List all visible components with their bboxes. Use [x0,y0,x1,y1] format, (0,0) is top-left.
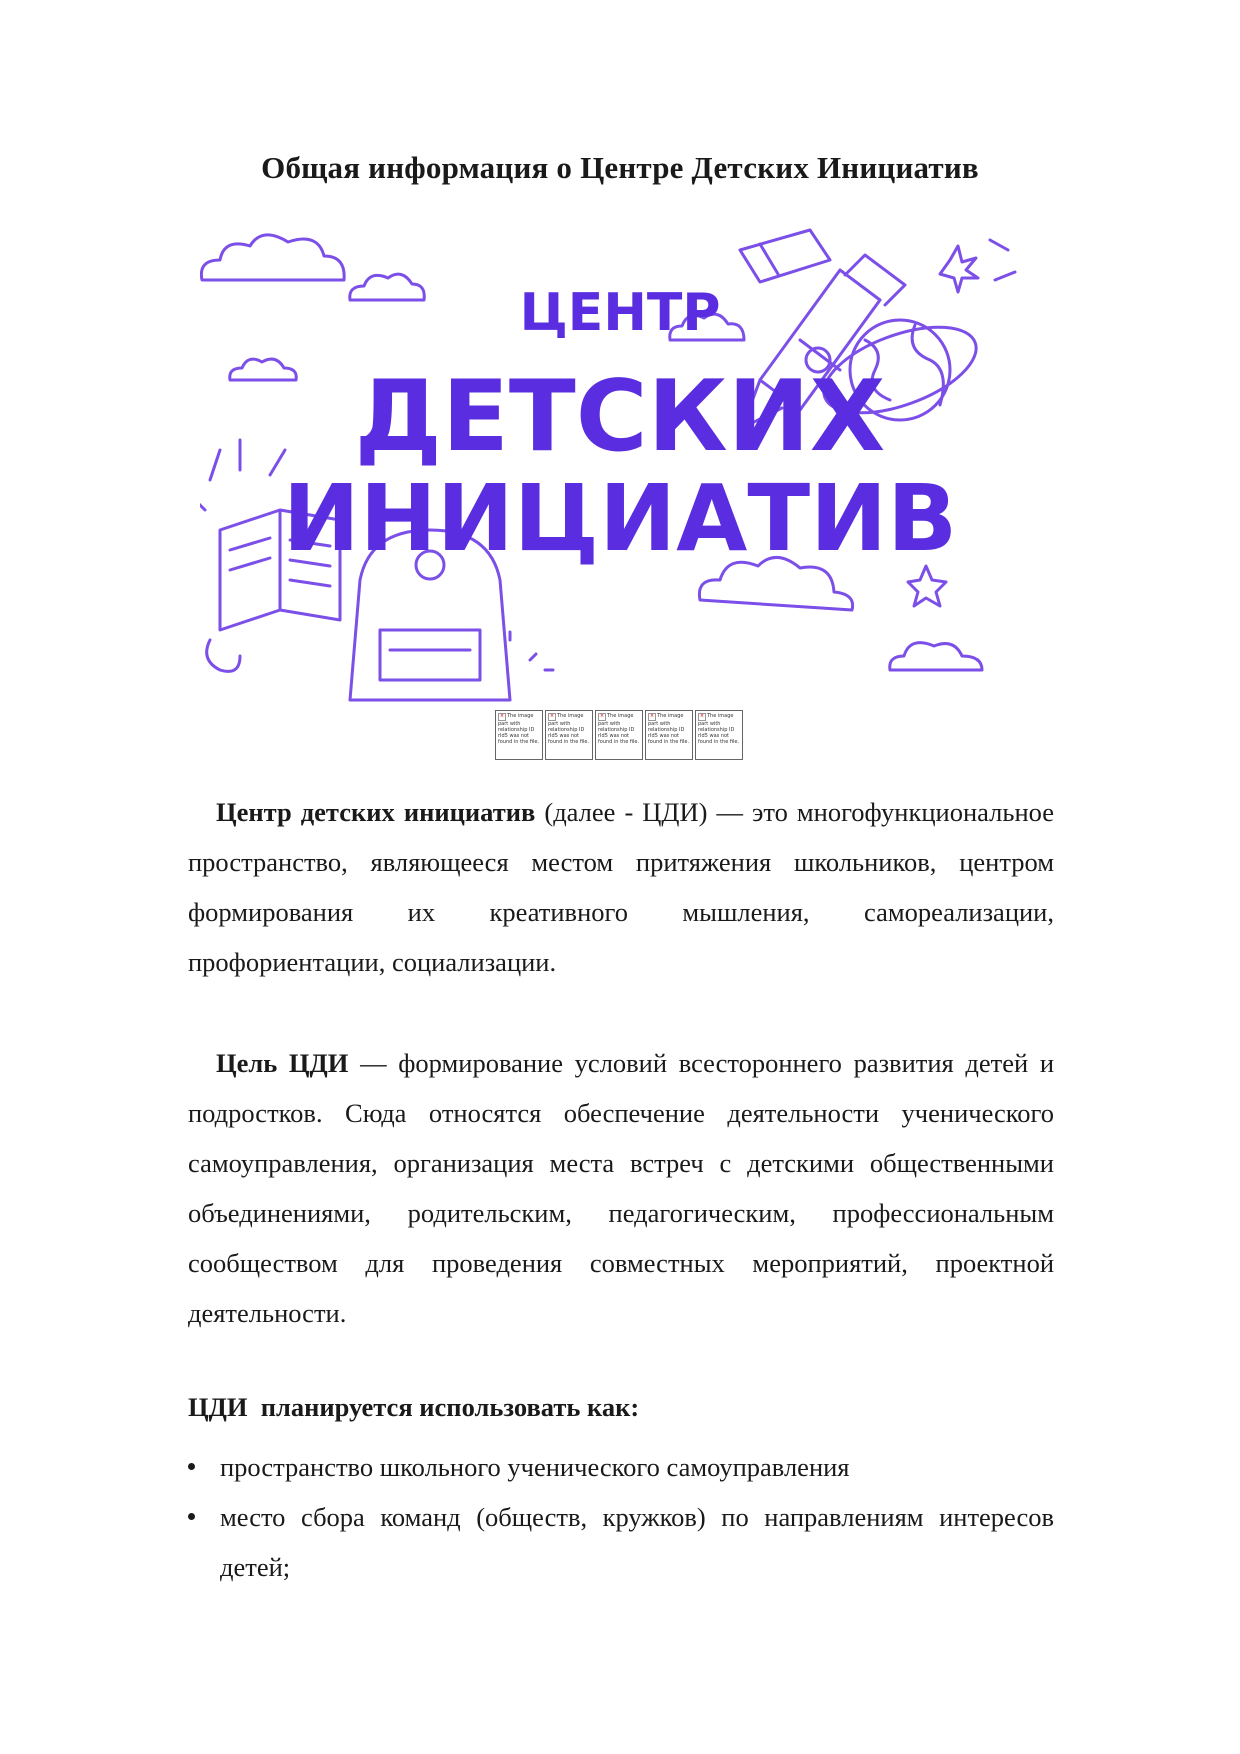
banner-word-initiatives: ИНИЦИАТИВ [282,465,958,572]
goal-text: — формирование условий всестороннего развития детей и подростков. Сюда относятся обеспечение деятельности ученического самоуправления, организация места встреч с детскими общественными объединениями, родительским, педагогическим, профессиональным сообществом для проведения совместных мероприятий, проектной деятельности. [188,1048,1054,1328]
definition-term: Центр детских инициатив [216,797,536,827]
broken-image-placeholder: × The image part with relationship ID rId5 was not found in the file. [545,710,593,760]
bullet-icon [188,1463,195,1470]
list-item: пространство школьного ученического самоуправления [188,1442,1054,1492]
uses-list [188,1442,1054,1592]
list-item: место сбора команд (обществ, кружков) по направлениям интересов детей; [188,1492,1054,1592]
broken-image-placeholder: × The image part with relationship ID rId5 was not found in the file. [595,710,643,760]
banner-word-children: ДЕТСКИХ [354,360,886,474]
bullet-icon [188,1513,195,1520]
broken-image-placeholder: × The image part with relationship ID rId5 was not found in the file. [495,710,543,760]
broken-image-strip [495,710,745,760]
definition-text: (далее - ЦДИ) — это многофункциональное пространство, являющееся местом притяжения школьников, центром формирования их креативного мышления, самореализации, профориентации, социализации. [188,797,1054,977]
goal-paragraph [188,1038,1054,1338]
broken-image-placeholder: × The image part with relationship ID rId5 was not found in the file. [695,710,743,760]
page-title: Общая информация о Центре Детских Инициатив [261,150,979,185]
definition-paragraph [188,787,1054,987]
cdi-banner-image [200,220,1040,710]
broken-image-placeholder: × The image part with relationship ID rId5 was not found in the file. [645,710,693,760]
banner-word-center: ЦЕНТР [519,283,721,343]
goal-term: Цель ЦДИ [216,1048,349,1078]
uses-heading: ЦДИ планируется использовать как: [188,1392,640,1422]
